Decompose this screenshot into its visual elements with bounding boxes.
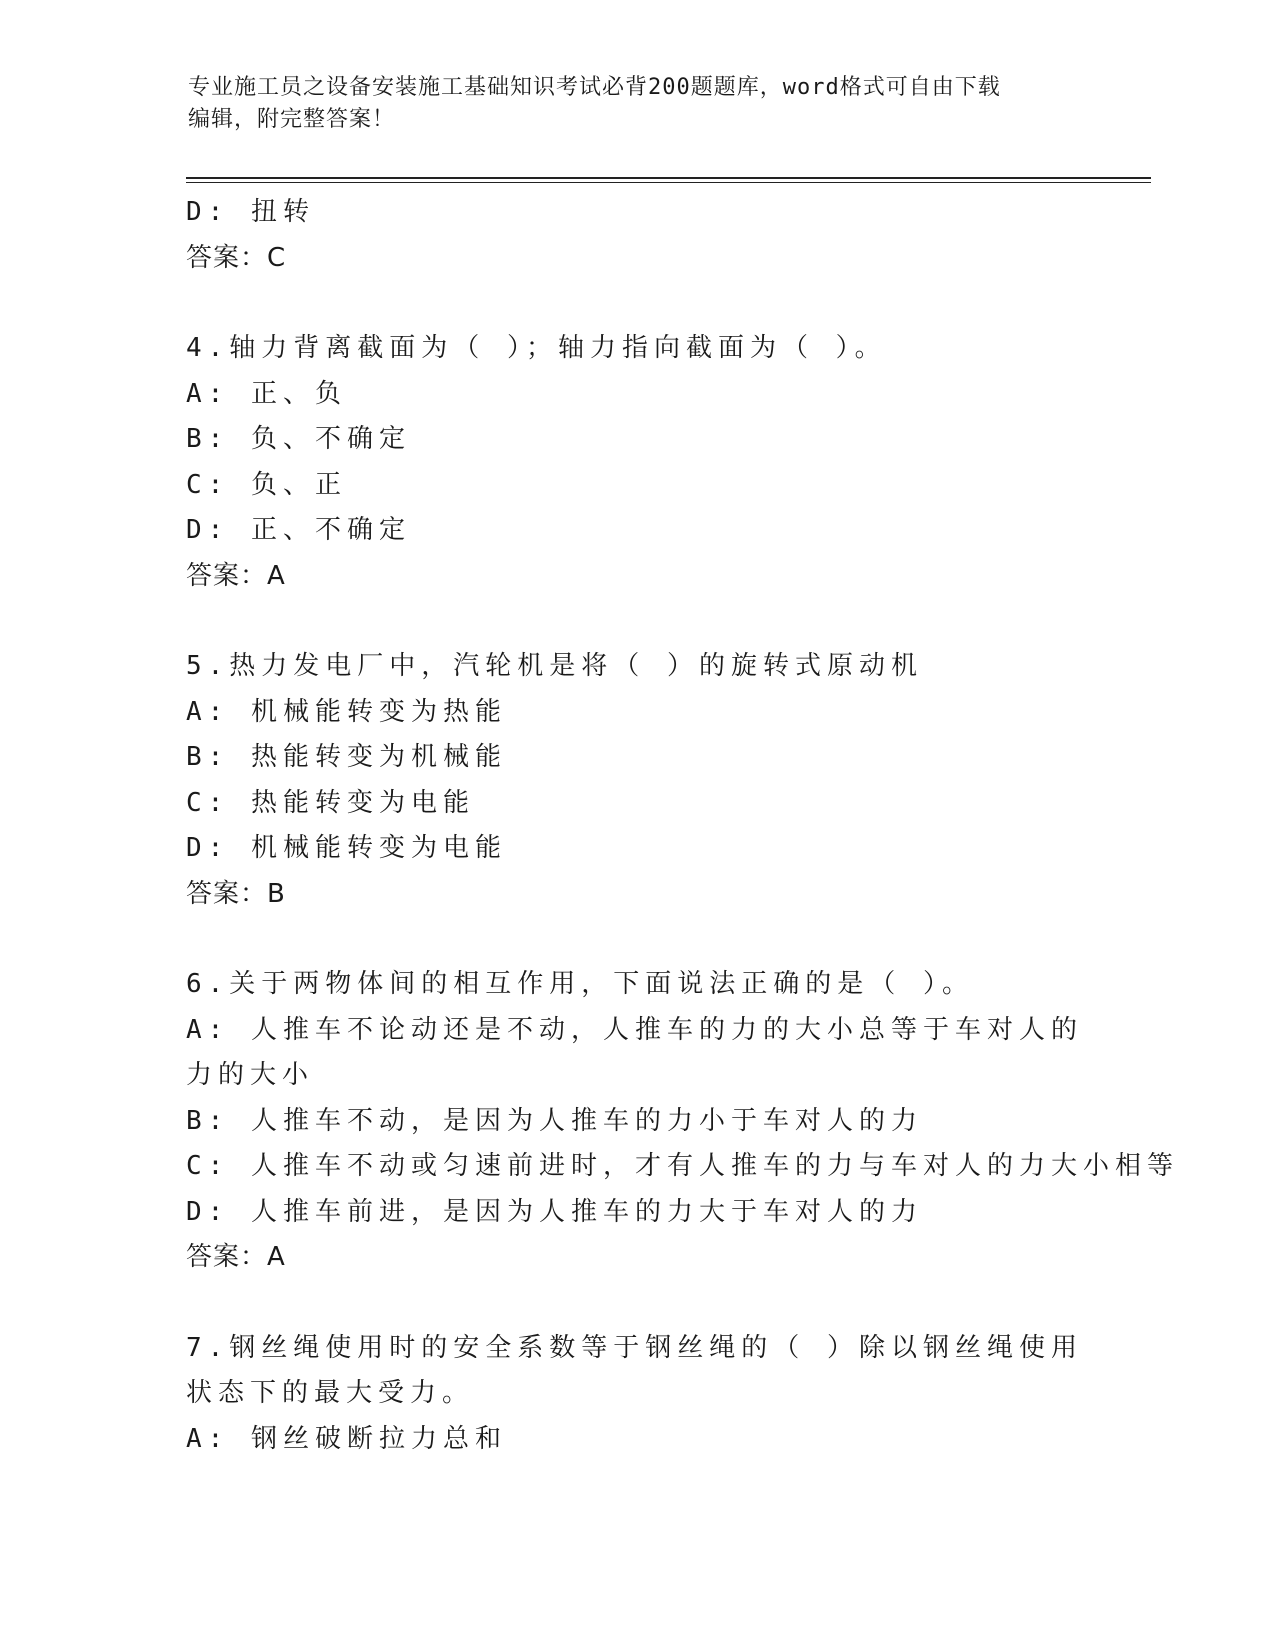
answer: 答案：B (186, 878, 286, 909)
option-b: B: 热能转变为机械能 (186, 742, 507, 772)
option-c: C: 负、正 (186, 469, 347, 500)
option-d: D: 人推车前进，是因为人推车的力大于车对人的力 (186, 1196, 923, 1227)
header-divider-thick (186, 177, 1151, 179)
option-c: C: 人推车不动或匀速前进时，才有人推车的力与车对人的力大小相等 (186, 1151, 1179, 1181)
answer: 答案：A (186, 1242, 286, 1272)
option-c: C: 热能转变为电能 (186, 787, 475, 818)
document-header (188, 72, 1068, 136)
option-a: A: 机械能转变为热能 (186, 696, 507, 727)
header-divider-thin (186, 182, 1151, 183)
question-stem: 4.轴力背离截面为（ ）；轴力指向截面为（ ）。 (186, 333, 887, 363)
question-stem: 6.关于两物体间的相互作用，下面说法正确的是（ ）。 (186, 969, 974, 999)
question-7 (186, 1326, 1086, 1463)
question-stem: 5.热力发电厂中，汽轮机是将（ ）的旋转式原动机 (186, 651, 923, 681)
answer: 答案：A (186, 560, 286, 591)
option-b: B: 负、不确定 (186, 424, 411, 454)
document-body (186, 190, 1179, 1462)
answer: 答案：C (186, 242, 287, 273)
option-d: D: 正、不确定 (186, 515, 411, 545)
option-a: A: 钢丝破断拉力总和 (186, 1423, 507, 1454)
question-4 (186, 326, 1086, 599)
question-stem: 7.钢丝绳使用时的安全系数等于钢丝绳的（ ）除以钢丝绳使用状态下的最大受力。 (186, 1332, 1083, 1408)
option-d: D: 扭转 (186, 197, 315, 227)
question-5 (186, 644, 1086, 917)
option-d: D: 机械能转变为电能 (186, 833, 507, 863)
question-6 (186, 962, 1179, 1281)
option-a: A: 人推车不论动还是不动，人推车的力的大小总等于车对人的力的大小 (186, 1014, 1083, 1090)
option-a: A: 正、负 (186, 378, 347, 409)
header-title-line2: 编辑，附完整答案！ (188, 107, 396, 132)
option-b: B: 人推车不动，是因为人推车的力小于车对人的力 (186, 1105, 923, 1136)
header-title-line1: 专业施工员之设备安装施工基础知识考试必背200题题库，word格式可自由下载 (188, 75, 1001, 100)
